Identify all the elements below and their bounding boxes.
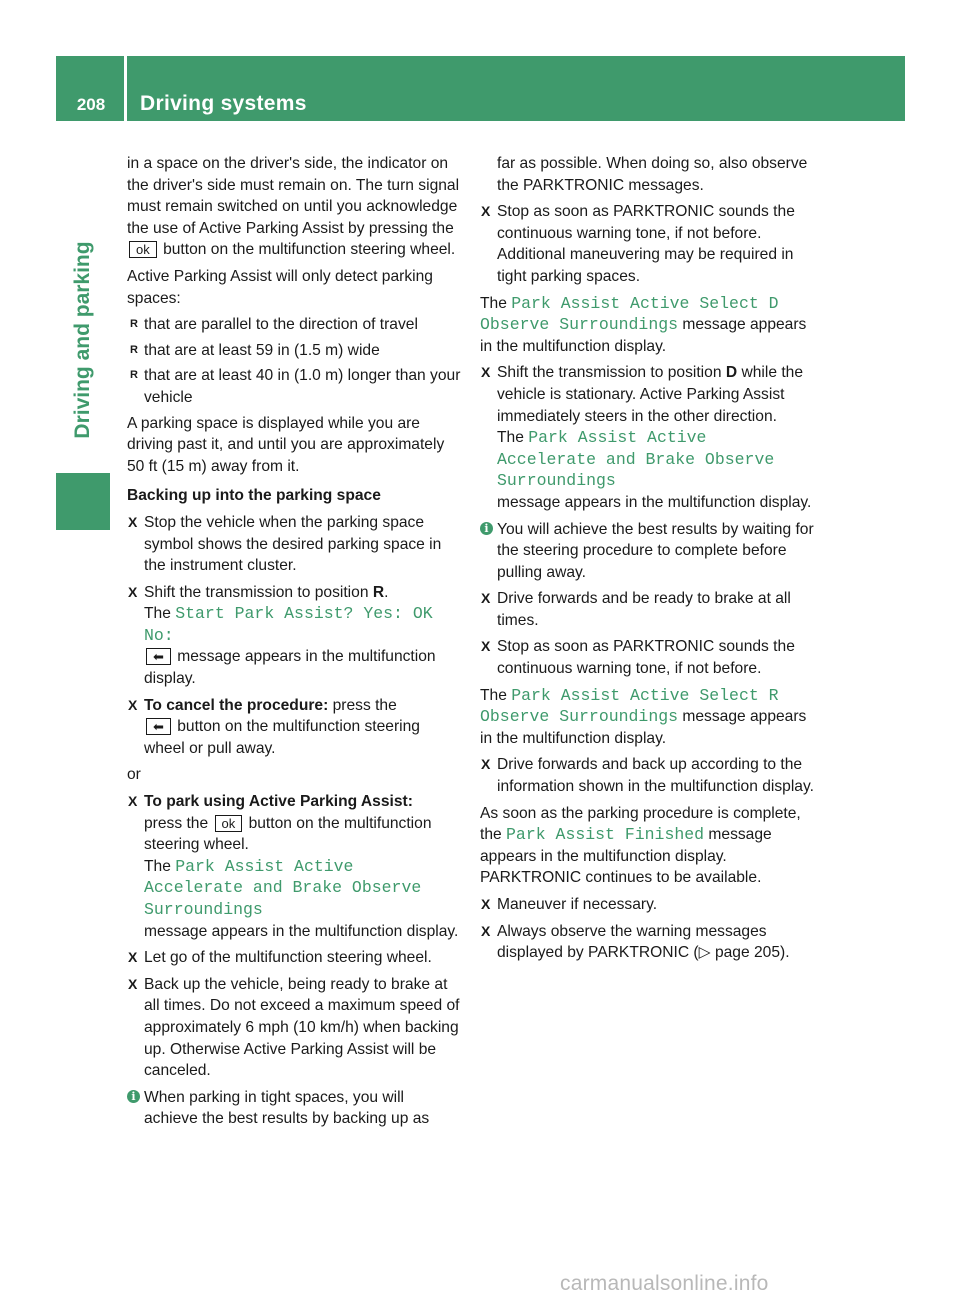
display-message: Park Assist Active Accelerate and Brake Observe Surroundings: [144, 856, 422, 919]
step-item: X Stop as soon as PARKTRONIC sounds the continuous warning tone, if not before. Additional maneuvering may be required in tight parking spaces.: [480, 201, 815, 287]
step-item: X Always observe the warning messages displayed by PARKTRONIC (▷ page 205).: [480, 921, 815, 964]
info-note: i When parking in tight spaces, you will achieve the best results by backing up as: [127, 1087, 462, 1130]
paragraph: The Park Assist Active Select R Observe Surroundings message appears in the multifunction display.: [480, 685, 807, 747]
display-message: Start Park Assist? Yes: OK No:: [144, 604, 433, 645]
step-item: X Let go of the multifunction steering wheel.: [127, 947, 462, 969]
info-note: i You will achieve the best results by waiting for the steering procedure to complete before pulling away.: [480, 519, 815, 584]
ok-key-icon: ok: [215, 815, 243, 832]
paragraph: A parking space is displayed while you are driving past it, and until you are approximately 50 ft (15 m) away from it.: [127, 414, 445, 475]
display-message: Park Assist Active Accelerate and Brake Observe Surroundings: [497, 428, 775, 491]
subheading: Backing up into the parking space: [127, 487, 381, 505]
right-column: [480, 153, 815, 969]
list-item: R that are parallel to the direction of travel: [127, 314, 462, 336]
step-item: X Drive forwards and back up according to the information shown in the multifunction display.: [480, 754, 815, 797]
section-title: Driving systems: [140, 92, 307, 115]
page-reference-link[interactable]: ▷ page 205: [698, 944, 780, 962]
paragraph: or: [127, 766, 141, 784]
paragraph: The Park Assist Active Select D Observe Surroundings message appears in the multifunction display.: [480, 293, 807, 355]
list-item: R that are at least 59 in (1.5 m) wide: [127, 340, 462, 362]
page-number: 208: [76, 95, 106, 114]
chapter-tab-label: Driving and parking: [71, 241, 94, 439]
paragraph: As soon as the parking procedure is complete, the Park Assist Finished message appears in the multifunction display. PARKTRONIC continues to be available.: [480, 804, 801, 887]
step-item: X Shift the transmission to position R. The Start Park Assist? Yes: OK No: ⬅ message appears in the multifunction display.: [127, 582, 462, 690]
display-message: Park Assist Finished: [506, 825, 705, 845]
paragraph: far as possible. When doing so, also observe the PARKTRONIC messages.: [497, 155, 808, 194]
paragraph: Active Parking Assist will only detect parking spaces:: [127, 267, 433, 307]
step-item: X Back up the vehicle, being ready to brake at all times. Do not exceed a maximum speed of approximately 6 mph (10 km/h) when backing up. Otherwise Active Parking Assist will be canceled.: [127, 974, 462, 1082]
step-item: X Maneuver if necessary.: [480, 894, 815, 916]
watermark: carmanualsonline.info: [560, 1272, 769, 1295]
list-item: R that are at least 40 in (1.0 m) longer than your vehicle: [127, 365, 462, 408]
header-divider: [124, 56, 127, 121]
info-icon: i: [127, 1090, 140, 1103]
display-message: Park Assist Active Select R Observe Surroundings: [480, 685, 779, 727]
step-item: X Drive forwards and be ready to brake at all times.: [480, 588, 815, 631]
ok-key-icon: ok: [129, 241, 157, 258]
display-message: Park Assist Active Select D Observe Surroundings: [480, 293, 779, 335]
step-item: X Stop as soon as PARKTRONIC sounds the continuous warning tone, if not before.: [480, 636, 815, 679]
info-icon: i: [480, 522, 493, 535]
paragraph: in a space on the driver's side, the indicator on the driver's side must remain on. The turn signal must remain switched on until you acknowledge the use of Active Parking Assist by pressing the ok button on the multifunction steering wheel.: [127, 155, 460, 259]
step-item: X To park using Active Parking Assist: press the ok button on the multifunction steering wheel. The Park Assist Active Accelerate and Brake Observe Surroundings message appears in the multifunction display.: [127, 791, 462, 942]
left-column: [127, 153, 462, 1135]
step-item: X Shift the transmission to position D while the vehicle is stationary. Active Parking Assist immediately steers in the other direction. The Park Assist Active Accelerate and Brake Observe Surroundings message appears in the multifunction display.: [480, 362, 815, 513]
back-key-icon: ⬅: [146, 718, 171, 735]
back-key-icon: ⬅: [146, 648, 171, 665]
step-item: X Stop the vehicle when the parking space symbol shows the desired parking space in the instrument cluster.: [127, 512, 462, 577]
step-item: X To cancel the procedure: press the ⬅ button on the multifunction steering wheel or pull away.: [127, 695, 462, 760]
chapter-tab-marker: [56, 473, 110, 530]
